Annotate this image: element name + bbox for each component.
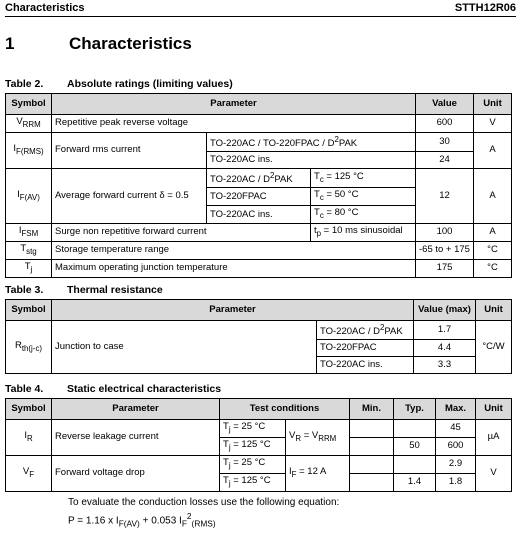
unit-cell: V [476,455,512,491]
col-parameter: Parameter [52,399,220,420]
table-row [6,259,512,277]
unit-cell: µA [476,420,512,456]
value-cell: 175 [416,259,474,277]
unit-cell: A [474,223,512,241]
table4-caption-title: Static electrical characteristics [67,383,222,395]
min-cell [350,437,394,455]
table2-caption-number: Table 2. [5,78,44,90]
package-cell: $TO-220AC / D^2PAK$ [317,321,414,340]
value-cell: 12 [416,169,474,224]
min-cell [350,455,394,473]
parameter-cell: Storage temperature range [52,241,416,259]
condition-cell: $V_R = V_{RRM}$ [286,420,350,456]
col-symbol: Symbol [6,94,52,115]
col-symbol: Symbol [6,300,52,321]
conduction-loss-equation: P = 1.16 x $I_{F(AV)} + 0.053$ $I_F^2_{(RMS)}$ [68,511,216,529]
max-cell: 2.9 [436,455,476,473]
col-max: Max. [436,399,476,420]
package-cell: TO-220AC ins. [207,206,311,224]
table-row [6,241,512,259]
case-temp-cell: $T_c = 50$ °C [311,188,416,206]
unit-cell: A [474,132,512,168]
parameter-cell: Surge non repetitive forward current [52,223,311,241]
section-title: Characteristics [69,34,192,53]
table3-caption-title: Thermal resistance [67,284,163,296]
value-cell: 1.7 [414,321,476,340]
col-parameter: Parameter [52,300,414,321]
value-cell: 24 [416,152,474,169]
condition-cell: $t_p = 10$ ms sinusoidal [311,223,416,241]
table3-caption-number: Table 3. [5,284,44,296]
col-symbol: Symbol [6,399,52,420]
symbol-cell: $I_{F(RMS)}$ [6,132,52,168]
value-cell: 600 [416,115,474,133]
unit-cell: V [474,115,512,133]
symbol-cell: $I_{FSM}$ [6,223,52,241]
table2-caption-title: Absolute ratings (limiting values) [67,78,233,90]
header-rule [5,16,516,17]
parameter-cell: Maximum operating junction temperature [52,259,416,277]
junction-temp-cell: $T_j = 125$ °C [220,437,286,455]
symbol-cell: $I_R$ [6,420,52,456]
value-cell: 30 [416,132,474,151]
section-number: 1 [5,34,15,53]
package-cell: TO-220FPAC [207,188,311,206]
table-row [6,223,512,241]
max-cell: 45 [436,420,476,438]
value-cell: 100 [416,223,474,241]
col-value: Value [416,94,474,115]
table-row [6,115,512,133]
parameter-cell: Average forward current δ = 0.5 [52,169,207,224]
table-row [6,169,512,188]
conduction-loss-note: To evaluate the conduction losses use the following equation: [68,497,340,508]
table2-caption [5,78,233,90]
package-cell: TO-220FPAC [317,340,414,357]
case-temp-cell: $T_c = 125$ °C [311,169,416,188]
col-unit: Unit [476,300,512,321]
min-cell [350,473,394,491]
col-parameter: Parameter [52,94,416,115]
table3-caption [5,284,163,296]
parameter-cell: Forward voltage drop [52,455,220,491]
junction-temp-cell: $T_j = 25$ °C [220,420,286,438]
parameter-cell: Repetitive peak reverse voltage [52,115,416,133]
table-header-row [6,399,512,420]
typ-cell [394,420,436,438]
table-row [6,132,512,151]
package-cell: TO-220AC ins. [207,152,416,169]
symbol-cell: $T_j$ [6,259,52,277]
symbol-cell: $V_{RRM}$ [6,115,52,133]
col-test-conditions: Test conditions [220,399,350,420]
max-cell: 1.8 [436,473,476,491]
case-temp-cell: $T_c = 80$ °C [311,206,416,224]
table-header-row [6,300,512,321]
junction-temp-cell: $T_j = 125$ °C [220,473,286,491]
col-unit: Unit [476,399,512,420]
symbol-cell: $R_{th(j-c)}$ [6,321,52,374]
table4-caption [5,383,221,395]
parameter-cell: Reverse leakage current [52,420,220,456]
unit-cell: A [474,169,512,224]
parameter-cell: Forward rms current [52,132,207,168]
value-cell: -65 to + 175 [416,241,474,259]
header-section-name: Characteristics [5,2,85,14]
symbol-cell: $T_{stg}$ [6,241,52,259]
thermal-resistance-table [5,299,512,374]
table-header-row [6,94,512,115]
symbol-cell: $I_{F(AV)}$ [6,169,52,224]
condition-cell: $I_F = 12$ A [286,455,350,491]
typ-cell: 50 [394,437,436,455]
table-row [6,455,512,473]
max-cell: 600 [436,437,476,455]
table-row [6,321,512,340]
typ-cell: 1.4 [394,473,436,491]
absolute-ratings-table [5,93,512,278]
min-cell [350,420,394,438]
table4-caption-number: Table 4. [5,383,44,395]
parameter-cell: Junction to case [52,321,317,374]
table-row [6,420,512,438]
package-cell: TO-220AC / TO-220FPAC / $D^2PAK$ [207,132,416,151]
value-cell: 3.3 [414,357,476,374]
col-unit: Unit [474,94,512,115]
col-value: Value (max) [414,300,476,321]
package-cell: $TO-220AC / D^2PAK$ [207,169,311,188]
unit-cell: °C [474,259,512,277]
col-min: Min. [350,399,394,420]
junction-temp-cell: $T_j = 25$ °C [220,455,286,473]
typ-cell [394,455,436,473]
package-cell: TO-220AC ins. [317,357,414,374]
static-electrical-table [5,398,512,492]
symbol-cell: $V_F$ [6,455,52,491]
header-part-number: STTH12R06 [454,2,516,14]
col-typ: Typ. [394,399,436,420]
unit-cell: °C [474,241,512,259]
unit-cell: °C/W [476,321,512,374]
value-cell: 4.4 [414,340,476,357]
